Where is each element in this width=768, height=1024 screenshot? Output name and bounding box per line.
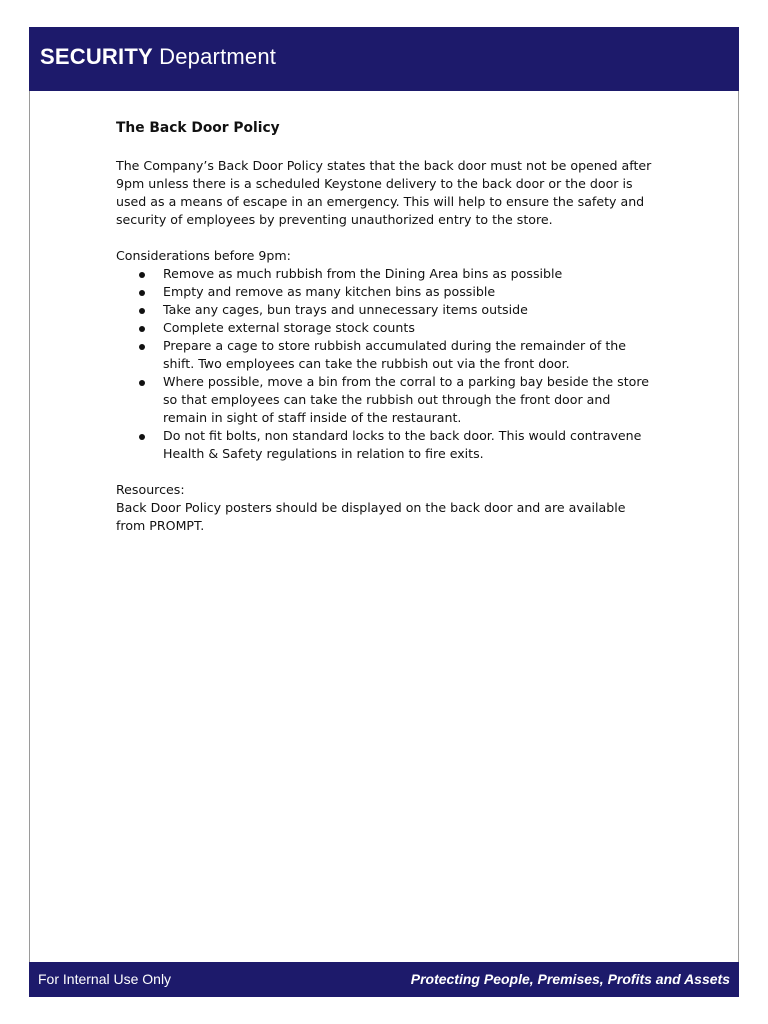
document-body <box>116 118 656 553</box>
bullet-icon <box>139 272 145 278</box>
footer-internal-use: For Internal Use Only <box>38 971 172 987</box>
list-item-text: Empty and remove as many kitchen bins as possible <box>163 284 496 299</box>
department-title <box>40 46 276 68</box>
bullet-icon <box>139 434 145 440</box>
list-item <box>116 301 656 319</box>
list-item-text: Prepare a cage to store rubbish accumulated during the remainder of the shift. Two employees can take the rubbish out via the front door. <box>163 338 627 371</box>
list-item-text: Complete external storage stock counts <box>163 320 415 335</box>
bullet-icon <box>139 308 145 314</box>
department-title-rest: Department <box>152 44 277 69</box>
document-title: The Back Door Policy <box>116 120 280 136</box>
considerations-list <box>116 265 656 463</box>
list-item <box>116 373 656 427</box>
list-item <box>116 319 656 337</box>
list-item-text: Do not fit bolts, non standard locks to the back door. This would contravene Health & Safety regulations in relation to fire exits. <box>163 428 642 461</box>
bullet-icon <box>139 380 145 386</box>
list-item-text: Where possible, move a bin from the corral to a parking bay beside the store so that employees can take the rubbish out through the front door and remain in sight of staff inside of the restaurant. <box>163 374 650 425</box>
bullet-icon <box>139 326 145 332</box>
list-item-text: Remove as much rubbish from the Dining Area bins as possible <box>163 266 563 281</box>
bullet-icon <box>139 290 145 296</box>
list-item <box>116 427 656 463</box>
list-item-text: Take any cages, bun trays and unnecessary items outside <box>163 302 528 317</box>
list-item <box>116 265 656 283</box>
resources-heading: Resources: <box>116 482 185 497</box>
resources-paragraph: Back Door Policy posters should be displayed on the back door and are available from PROMPT. <box>116 500 626 533</box>
footer-tagline: Protecting People, Premises, Profits and Assets <box>410 971 730 987</box>
list-item <box>116 283 656 301</box>
intro-paragraph: The Company’s Back Door Policy states that the back door must not be opened after 9pm unless there is a scheduled Keystone delivery to the back door or the door is used as a means of escape in an emergency. This will help to ensure the safety and security of employees by preventing unauthorized entry to the store. <box>116 158 652 227</box>
list-item <box>116 337 656 373</box>
department-title-bold: SECURITY <box>40 44 153 69</box>
bullet-icon <box>139 344 145 350</box>
considerations-heading: Considerations before 9pm: <box>116 248 291 263</box>
